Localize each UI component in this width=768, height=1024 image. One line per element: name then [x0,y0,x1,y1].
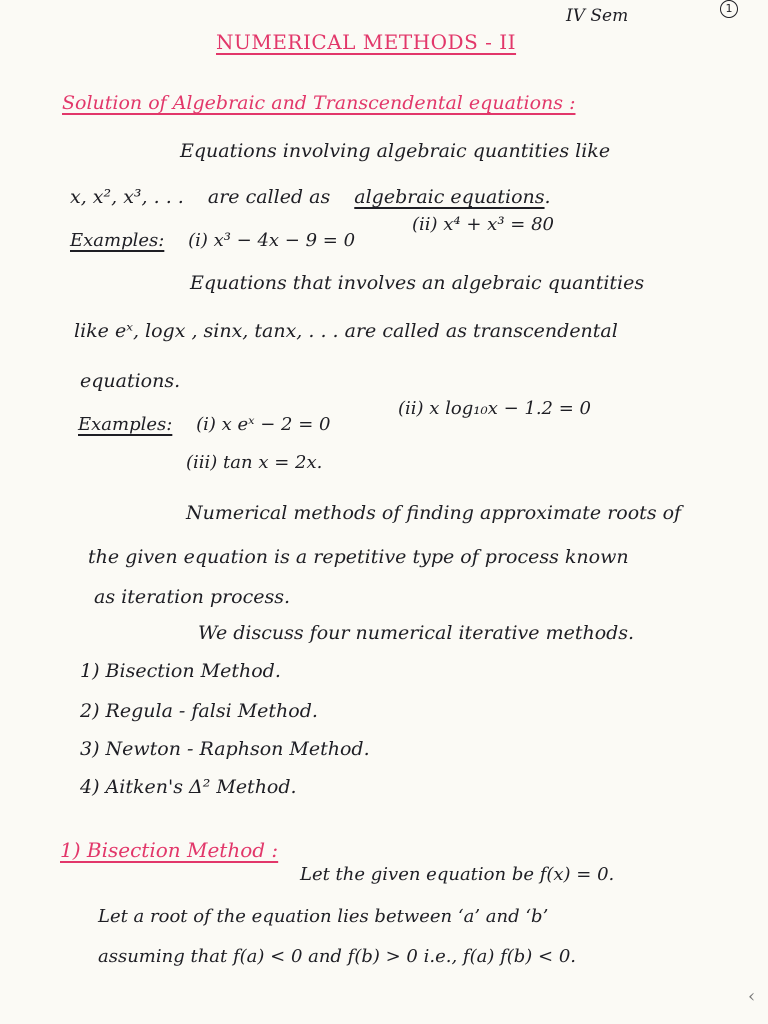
page-number: 1 [720,0,738,18]
para1-are-called: are called as [207,186,331,208]
method-item-2: 2) Regula - falsi Method. [80,700,318,722]
examples2-row [78,414,330,435]
example1-ii: (ii) x⁴ + x³ = 80 [412,214,554,235]
example2-iii: (iii) tan x = 2x. [186,452,323,473]
method-item-1: 1) Bisection Method. [80,660,281,682]
para1-line2: x, x², x³, . . . are called as algebraic equations. [70,186,551,208]
para3-line1: Numerical methods of finding approximate roots of [186,502,682,524]
bisection-line3: assuming that f(a) < 0 and f(b) > 0 i.e., f(a) f(b) < 0. [98,946,576,967]
para1-line1: Equations involving algebraic quantities like [180,140,611,162]
para2-line3: equations. [80,370,181,392]
section-heading-algebraic-transcendental: Solution of Algebraic and Transcendental equations : [62,92,576,114]
bisection-line2: Let a root of the equation lies between ‘a’ and ‘b’ [98,906,549,927]
method-item-3: 3) Newton - Raphson Method. [80,738,370,760]
example2-ii: (ii) x log₁₀x − 1.2 = 0 [398,398,591,419]
example2-i: (i) x eˣ − 2 = 0 [196,414,331,435]
examples1-label: Examples: [70,230,165,251]
para3-line3: as iteration process. [94,586,291,608]
semester-label: IV Sem [566,6,629,26]
examples2-label: Examples: [78,414,173,435]
para3-line2: the given equation is a repetitive type of process known [88,546,629,568]
bisection-line1: Let the given equation be f(x) = 0. [300,864,615,885]
para2-line1: Equations that involves an algebraic quantities [190,272,645,294]
method-item-4: 4) Aitken's Δ² Method. [80,776,297,798]
para3-line4: We discuss four numerical iterative methods. [198,622,635,644]
page-title: NUMERICAL METHODS - II [216,30,517,54]
example1-i: (i) x³ − 4x − 9 = 0 [188,230,356,251]
examples1-row [70,230,355,251]
para1-terms: x, x², x³, . . . [70,186,184,208]
algebraic-equations-term: algebraic equations [354,186,545,208]
corner-mark: ‹ [748,986,756,1007]
para2-line2: like eˣ, logx , sinx, tanx, . . . are called as transcendental [74,320,618,342]
bisection-heading: 1) Bisection Method : [60,838,279,862]
